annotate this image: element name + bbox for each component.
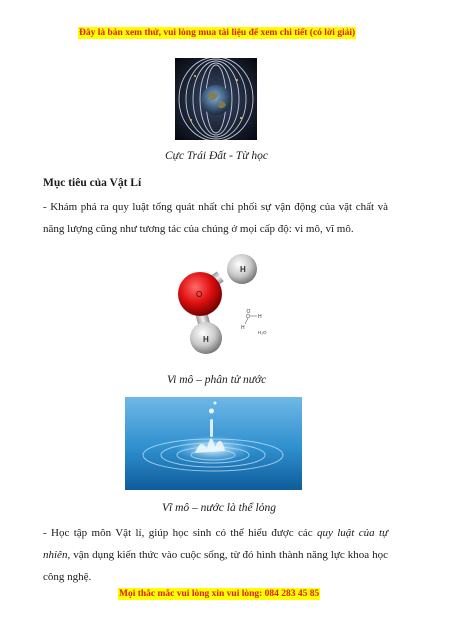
figure-caption: Vi mô – phân tử nước <box>167 374 267 386</box>
header-notice: Đây là bản xem thử, vui lòng mua tài liệu để xem chi tiết (có lời giải) <box>79 28 356 38</box>
paragraph-text: - Học tập môn Vật lí, giúp học sinh có thể hiểu được các <box>43 527 317 539</box>
earth-magnetic-field-icon <box>175 58 257 140</box>
emphasis-text: quy luật của tự nhiên <box>43 527 388 561</box>
water-molecule-icon <box>160 252 280 360</box>
paragraph-text: , vận dụng kiến thức vào cuộc sống, từ đó hình thành năng lực khoa học công nghệ. <box>43 549 388 583</box>
inset-h-label: H <box>241 325 245 331</box>
footer-notice: Mọi thắc mắc vui lòng xin vui lòng: 084 283 45 85 <box>119 589 320 599</box>
hydrogen-label: H <box>203 335 209 344</box>
inset-o-label: O <box>246 309 251 315</box>
inset-h-label: H <box>258 314 262 320</box>
paragraph-goal: - Khám phá ra quy luật tổng quát nhất chi phối sự vận động của vật chất và năng lượng cũng như tương tác của chúng ở mọi cấp độ: vi mô, vĩ mô. <box>43 201 388 235</box>
oxygen-label: O <box>196 290 203 299</box>
water-splash-icon <box>125 397 302 490</box>
inset-formula: H₂O <box>258 330 267 335</box>
section-title: Mục tiêu của Vật Lí <box>43 177 142 189</box>
figure-caption: Vĩ mô – nước là thể lỏng <box>162 502 276 514</box>
paragraph-study <box>43 522 388 588</box>
figure-caption: Cực Trái Đất - Từ học <box>165 150 268 162</box>
hydrogen-label: H <box>240 265 246 274</box>
